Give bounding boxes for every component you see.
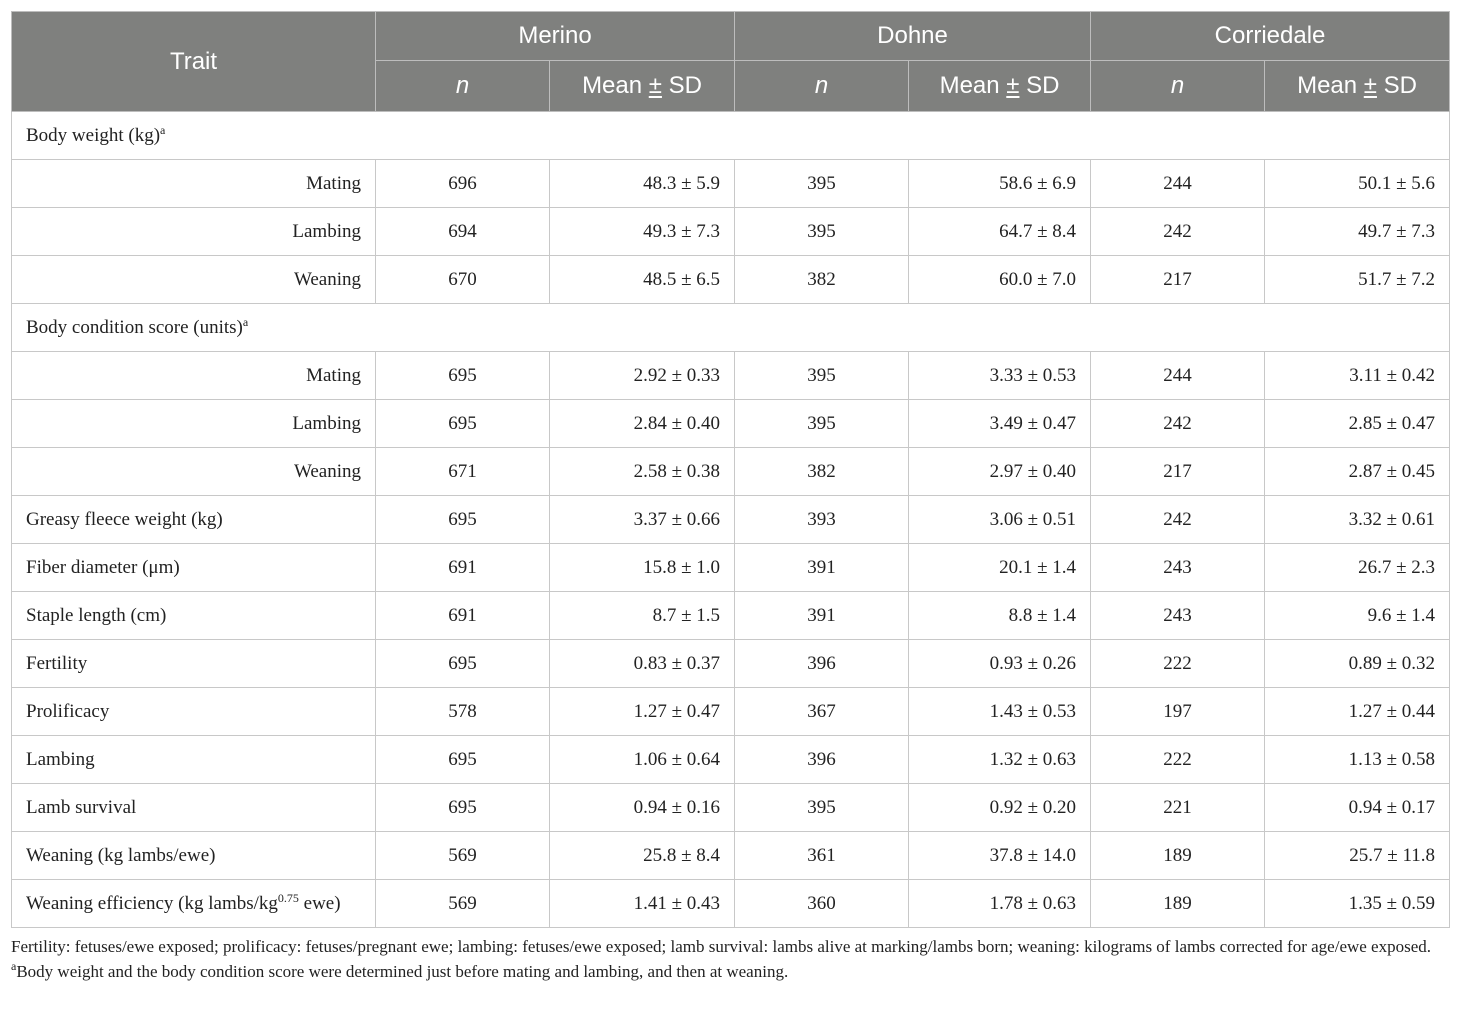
n-cell: 396 bbox=[735, 640, 909, 688]
trait-header: Trait bbox=[12, 12, 376, 112]
mean-sd-cell: 3.06 ± 0.51 bbox=[909, 496, 1091, 544]
n-cell: 694 bbox=[376, 208, 550, 256]
table-row bbox=[12, 400, 1450, 448]
mean-sd-header: Mean ± SD bbox=[550, 61, 735, 112]
mean-sd-cell: 15.8 ± 1.0 bbox=[550, 544, 735, 592]
row-label: Fiber diameter (μm) bbox=[12, 544, 376, 592]
mean-sd-cell: 58.6 ± 6.9 bbox=[909, 160, 1091, 208]
n-cell: 217 bbox=[1091, 448, 1265, 496]
n-cell: 670 bbox=[376, 256, 550, 304]
dohne-header: Dohne bbox=[735, 12, 1091, 61]
section-row-body-weight bbox=[12, 112, 1450, 160]
n-cell: 569 bbox=[376, 832, 550, 880]
n-cell: 395 bbox=[735, 160, 909, 208]
n-cell: 382 bbox=[735, 256, 909, 304]
mean-sd-cell: 3.11 ± 0.42 bbox=[1265, 352, 1450, 400]
mean-sd-cell: 0.89 ± 0.32 bbox=[1265, 640, 1450, 688]
mean-sd-cell: 25.7 ± 11.8 bbox=[1265, 832, 1450, 880]
mean-sd-cell: 3.49 ± 0.47 bbox=[909, 400, 1091, 448]
table-row bbox=[12, 208, 1450, 256]
row-label: Greasy fleece weight (kg) bbox=[12, 496, 376, 544]
mean-sd-header: Mean ± SD bbox=[1265, 61, 1450, 112]
n-cell: 391 bbox=[735, 544, 909, 592]
mean-sd-cell: 2.85 ± 0.47 bbox=[1265, 400, 1450, 448]
traits-table bbox=[11, 11, 1450, 928]
n-cell: 395 bbox=[735, 784, 909, 832]
n-cell: 393 bbox=[735, 496, 909, 544]
mean-sd-cell: 25.8 ± 8.4 bbox=[550, 832, 735, 880]
row-label: Weaning (kg lambs/ewe) bbox=[12, 832, 376, 880]
table-row bbox=[12, 256, 1450, 304]
mean-sd-cell: 2.97 ± 0.40 bbox=[909, 448, 1091, 496]
row-label: Weaning efficiency (kg lambs/$kg^{0.75}$ ewe) bbox=[12, 880, 376, 928]
footnote-a: $^a$Body weight and the body condition score were determined just before mating and lambing, and then at weaning. bbox=[11, 959, 789, 981]
n-cell: 361 bbox=[735, 832, 909, 880]
n-cell: 695 bbox=[376, 352, 550, 400]
merino-header: Merino bbox=[376, 12, 735, 61]
mean-sd-cell: 0.93 ± 0.26 bbox=[909, 640, 1091, 688]
mean-sd-cell: 48.5 ± 6.5 bbox=[550, 256, 735, 304]
n-cell: 695 bbox=[376, 640, 550, 688]
row-label: Weaning bbox=[12, 256, 376, 304]
n-cell: 578 bbox=[376, 688, 550, 736]
mean-sd-cell: 49.7 ± 7.3 bbox=[1265, 208, 1450, 256]
n-header: n bbox=[1091, 61, 1265, 112]
n-cell: 189 bbox=[1091, 832, 1265, 880]
mean-sd-cell: 3.32 ± 0.61 bbox=[1265, 496, 1450, 544]
n-cell: 695 bbox=[376, 400, 550, 448]
mean-sd-cell: 26.7 ± 2.3 bbox=[1265, 544, 1450, 592]
row-label: Mating bbox=[12, 352, 376, 400]
mean-sd-cell: 64.7 ± 8.4 bbox=[909, 208, 1091, 256]
table-row bbox=[12, 592, 1450, 640]
mean-sd-cell: 50.1 ± 5.6 bbox=[1265, 160, 1450, 208]
n-cell: 217 bbox=[1091, 256, 1265, 304]
n-cell: 242 bbox=[1091, 496, 1265, 544]
n-cell: 197 bbox=[1091, 688, 1265, 736]
mean-sd-cell: 1.13 ± 0.58 bbox=[1265, 736, 1450, 784]
mean-sd-cell: 60.0 ± 7.0 bbox=[909, 256, 1091, 304]
n-cell: 382 bbox=[735, 448, 909, 496]
table-footnotes bbox=[11, 934, 1451, 984]
row-label: Lambing bbox=[12, 400, 376, 448]
section-label: Body weight (kg)$^a$ bbox=[12, 112, 1450, 160]
table-row bbox=[12, 448, 1450, 496]
mean-sd-cell: 2.58 ± 0.38 bbox=[550, 448, 735, 496]
row-label: Lambing bbox=[12, 736, 376, 784]
n-cell: 395 bbox=[735, 352, 909, 400]
mean-sd-cell: 1.78 ± 0.63 bbox=[909, 880, 1091, 928]
mean-sd-cell: 9.6 ± 1.4 bbox=[1265, 592, 1450, 640]
n-cell: 696 bbox=[376, 160, 550, 208]
n-cell: 360 bbox=[735, 880, 909, 928]
mean-sd-cell: 1.41 ± 0.43 bbox=[550, 880, 735, 928]
row-label: Prolificacy bbox=[12, 688, 376, 736]
mean-sd-cell: 1.35 ± 0.59 bbox=[1265, 880, 1450, 928]
mean-sd-cell: 8.8 ± 1.4 bbox=[909, 592, 1091, 640]
n-cell: 221 bbox=[1091, 784, 1265, 832]
footnote-definitions: Fertility: fetuses/ewe exposed; prolificacy: fetuses/pregnant ewe; lambing: fetuses/ewe exposed; lamb survival: lambs alive at marking/lambs born; weaning: kilograms of lambs corrected for age/ewe exposed. bbox=[11, 937, 1432, 956]
n-cell: 395 bbox=[735, 400, 909, 448]
table-row bbox=[12, 736, 1450, 784]
n-cell: 695 bbox=[376, 784, 550, 832]
n-cell: 242 bbox=[1091, 400, 1265, 448]
n-cell: 244 bbox=[1091, 352, 1265, 400]
row-label: Fertility bbox=[12, 640, 376, 688]
mean-sd-cell: 3.37 ± 0.66 bbox=[550, 496, 735, 544]
n-cell: 189 bbox=[1091, 880, 1265, 928]
n-header: n bbox=[735, 61, 909, 112]
row-label: Lambing bbox=[12, 208, 376, 256]
n-cell: 671 bbox=[376, 448, 550, 496]
row-label: Staple length (cm) bbox=[12, 592, 376, 640]
mean-sd-cell: 37.8 ± 14.0 bbox=[909, 832, 1091, 880]
n-cell: 222 bbox=[1091, 640, 1265, 688]
mean-sd-cell: 1.32 ± 0.63 bbox=[909, 736, 1091, 784]
table-row bbox=[12, 352, 1450, 400]
mean-sd-cell: 51.7 ± 7.2 bbox=[1265, 256, 1450, 304]
n-cell: 396 bbox=[735, 736, 909, 784]
n-cell: 242 bbox=[1091, 208, 1265, 256]
table-row bbox=[12, 880, 1450, 928]
mean-sd-cell: 2.87 ± 0.45 bbox=[1265, 448, 1450, 496]
n-cell: 367 bbox=[735, 688, 909, 736]
table-row bbox=[12, 832, 1450, 880]
mean-sd-cell: 2.92 ± 0.33 bbox=[550, 352, 735, 400]
n-cell: 243 bbox=[1091, 592, 1265, 640]
table-row bbox=[12, 784, 1450, 832]
row-label: Mating bbox=[12, 160, 376, 208]
n-cell: 695 bbox=[376, 496, 550, 544]
mean-sd-cell: 49.3 ± 7.3 bbox=[550, 208, 735, 256]
section-row-bcs bbox=[12, 304, 1450, 352]
n-cell: 395 bbox=[735, 208, 909, 256]
mean-sd-cell: 20.1 ± 1.4 bbox=[909, 544, 1091, 592]
mean-sd-cell: 1.27 ± 0.47 bbox=[550, 688, 735, 736]
row-label: Lamb survival bbox=[12, 784, 376, 832]
table-container bbox=[11, 11, 1449, 928]
corriedale-header: Corriedale bbox=[1091, 12, 1450, 61]
n-cell: 222 bbox=[1091, 736, 1265, 784]
n-header: n bbox=[376, 61, 550, 112]
row-label: Weaning bbox=[12, 448, 376, 496]
mean-sd-cell: 0.83 ± 0.37 bbox=[550, 640, 735, 688]
n-cell: 691 bbox=[376, 544, 550, 592]
n-cell: 391 bbox=[735, 592, 909, 640]
mean-sd-cell: 0.94 ± 0.16 bbox=[550, 784, 735, 832]
section-label: Body condition score (units)$^a$ bbox=[12, 304, 1450, 352]
mean-sd-cell: 0.94 ± 0.17 bbox=[1265, 784, 1450, 832]
mean-sd-cell: 1.43 ± 0.53 bbox=[909, 688, 1091, 736]
mean-sd-cell: 8.7 ± 1.5 bbox=[550, 592, 735, 640]
table-row bbox=[12, 496, 1450, 544]
mean-sd-cell: 0.92 ± 0.20 bbox=[909, 784, 1091, 832]
n-cell: 244 bbox=[1091, 160, 1265, 208]
mean-sd-cell: 48.3 ± 5.9 bbox=[550, 160, 735, 208]
n-cell: 569 bbox=[376, 880, 550, 928]
mean-sd-header: Mean ± SD bbox=[909, 61, 1091, 112]
table-row bbox=[12, 688, 1450, 736]
table-row bbox=[12, 640, 1450, 688]
n-cell: 695 bbox=[376, 736, 550, 784]
table-row bbox=[12, 544, 1450, 592]
table-row bbox=[12, 160, 1450, 208]
mean-sd-cell: 1.06 ± 0.64 bbox=[550, 736, 735, 784]
mean-sd-cell: 2.84 ± 0.40 bbox=[550, 400, 735, 448]
n-cell: 243 bbox=[1091, 544, 1265, 592]
mean-sd-cell: 3.33 ± 0.53 bbox=[909, 352, 1091, 400]
mean-sd-cell: 1.27 ± 0.44 bbox=[1265, 688, 1450, 736]
n-cell: 691 bbox=[376, 592, 550, 640]
